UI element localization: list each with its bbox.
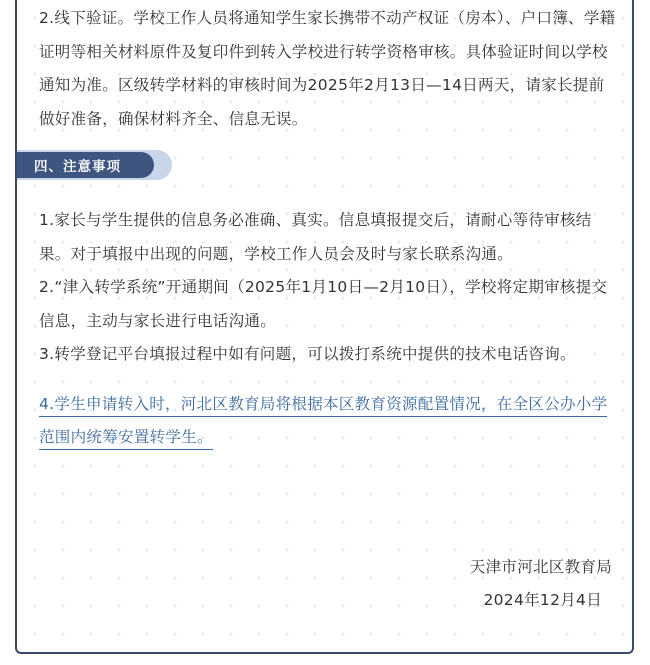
notice-list bbox=[39, 204, 619, 372]
notice-card bbox=[15, 0, 634, 654]
highlight-text: 4.学生申请转入时，河北区教育局将根据本区教育资源配置情况，在全区公办小学范围内统筹安置转学生。 bbox=[39, 395, 607, 451]
offline-verification-paragraph: 2.线下验证。学校工作人员将通知学生家长携带不动产权证（房本）、户口簿、学籍证明等相关材料原件及复印件到转入学校进行转学资格审核。具体验证时间以学校通知为准。区级转学材料的审核时间为2025年2月13日—14日两天，请家长提前做好准备，确保材料齐全、信息无误。 bbox=[39, 9, 616, 128]
notice-item-3: 3.转学登记平台填报过程中如有问题，可以拨打系统中提供的技术电话咨询。 bbox=[39, 345, 576, 363]
notice-item-2: 2.“津入转学系统”开通期间（2025年1月10日—2月10日），学校将定期审核提交信息，主动与家长进行电话沟通。 bbox=[39, 278, 608, 330]
notice-item-1: 1.家长与学生提供的信息务必准确、真实。信息填报提交后，请耐心等待审核结果。对于填报中出现的问题，学校工作人员会及时与家长联系沟通。 bbox=[39, 211, 592, 263]
signature-date: 2024年12月4日 bbox=[483, 591, 602, 609]
signature-organization: 天津市河北区教育局 bbox=[469, 558, 612, 576]
section-heading-notes: 四、注意事项 bbox=[17, 152, 154, 178]
notice-item-4-highlight bbox=[39, 388, 619, 455]
